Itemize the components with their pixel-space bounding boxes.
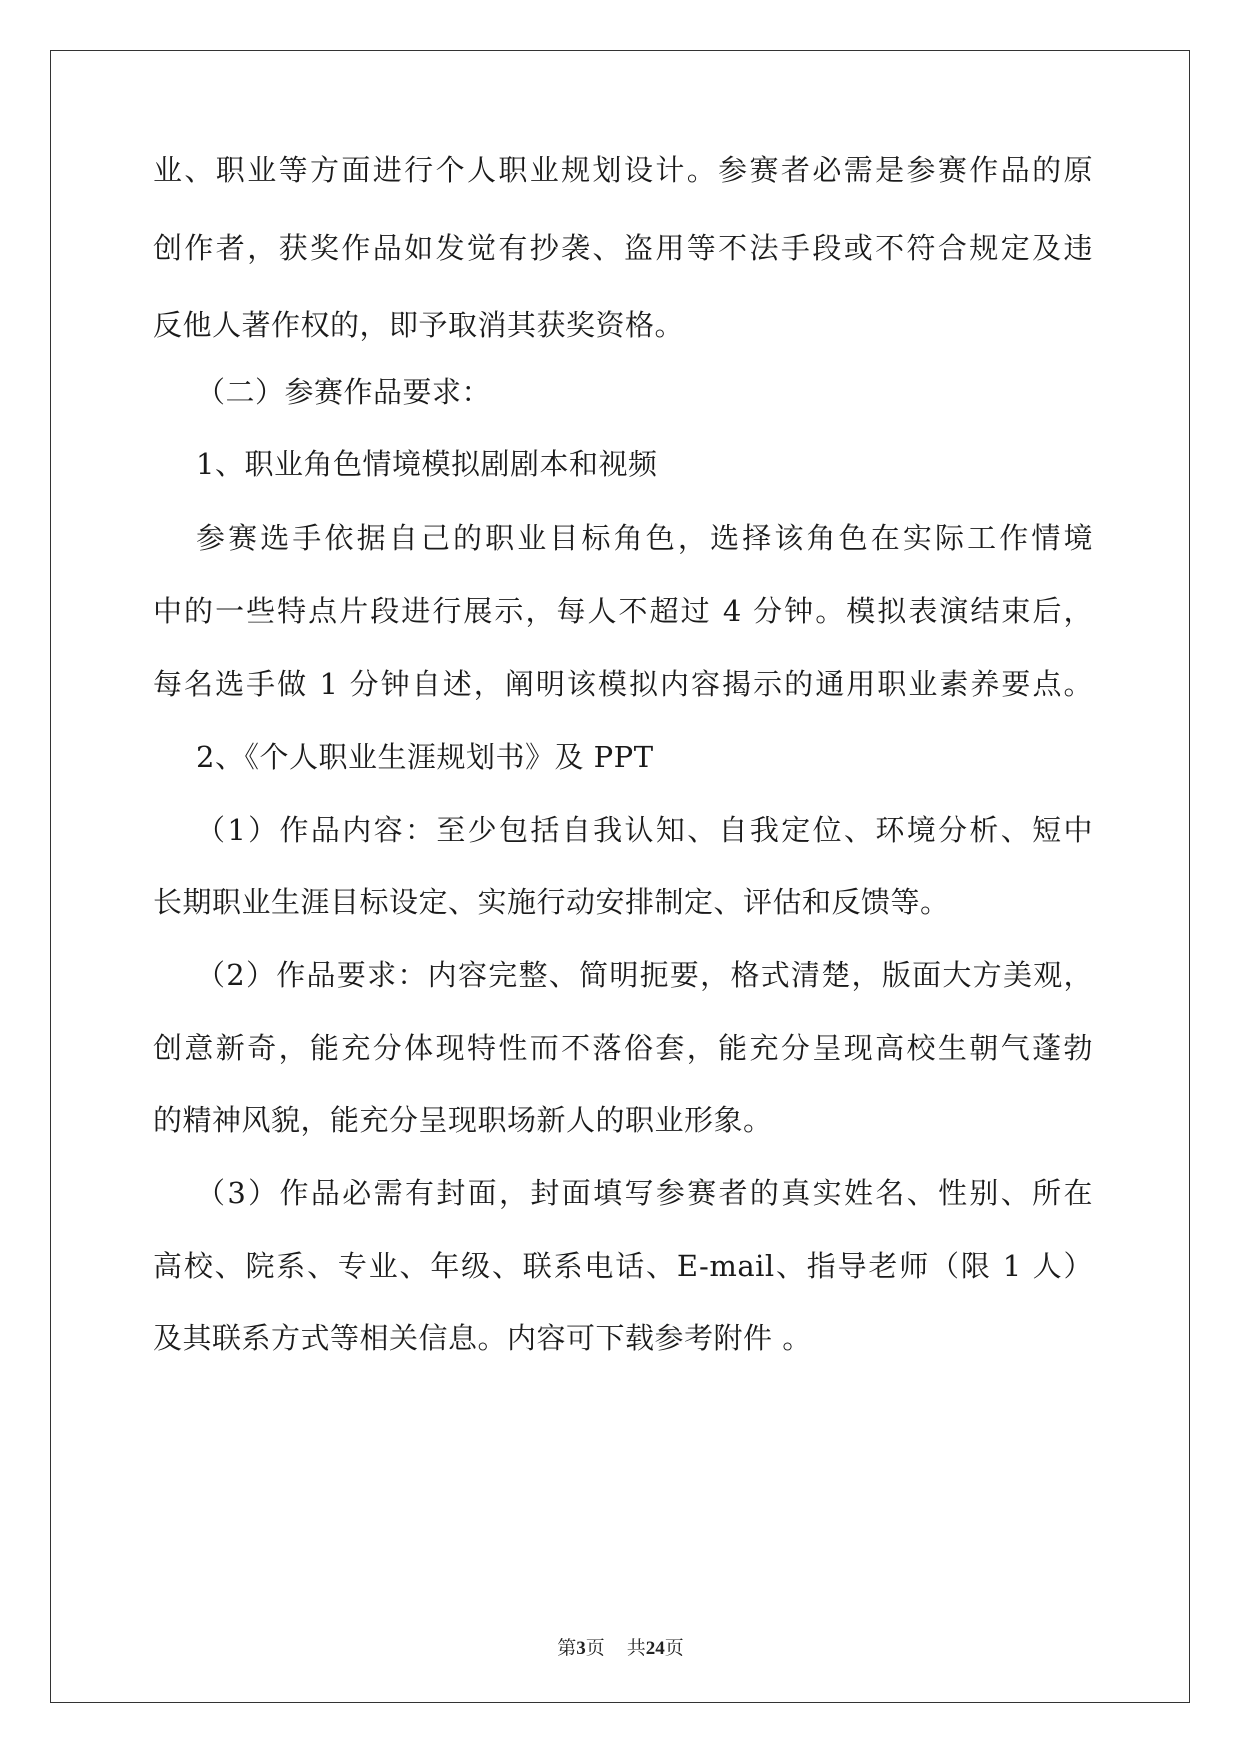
body-text-line: （1）作品内容：至少包括自我认知、自我定位、环境分析、短中 [196,813,1093,847]
body-text-line: 业、职业等方面进行个人职业规划设计。参赛者必需是参赛作品的原 [153,153,1093,187]
page-footer [0,1633,1241,1660]
current-page-number: 3 [576,1638,586,1659]
body-text-line: 高校、院系、专业、年级、联系电话、E-mail、指导老师（限 1 人） [153,1249,1093,1283]
total-prefix: 共 [626,1638,646,1659]
subsection-heading: 2、《个人职业生涯规划书》及 PPT [196,740,654,774]
page-suffix: 页 [585,1638,605,1659]
body-text-line: 创意新奇，能充分体现特性而不落俗套，能充分呈现高校生朝气蓬勃 [153,1031,1093,1065]
section-heading: （二）参赛作品要求： [196,375,492,409]
body-text-line: （2）作品要求：内容完整、简明扼要，格式清楚，版面大方美观， [196,958,1093,992]
body-text-line: 中的一些特点片段进行展示，每人不超过 4 分钟。模拟表演结束后， [153,594,1093,628]
body-text-line: 的精神风貌，能充分呈现职场新人的职业形象。 [153,1103,773,1137]
body-text-line: 及其联系方式等相关信息。内容可下载参考附件 。 [153,1321,812,1355]
page-border [50,50,1190,1703]
subsection-heading: 1、职业角色情境模拟剧剧本和视频 [196,447,658,481]
body-text-line: 反他人著作权的，即予取消其获奖资格。 [153,308,685,342]
body-text-line: （3）作品必需有封面，封面填写参赛者的真实姓名、性别、所在 [196,1176,1093,1210]
page-prefix: 第 [557,1638,577,1659]
total-page-count: 24 [645,1638,665,1659]
body-text-line: 每名选手做 1 分钟自述，阐明该模拟内容揭示的通用职业素养要点。 [153,667,1093,701]
total-suffix: 页 [664,1638,684,1659]
body-text-line: 长期职业生涯目标设定、实施行动安排制定、评估和反馈等。 [153,885,950,919]
body-text-line: 创作者，获奖作品如发觉有抄袭、盗用等不法手段或不符合规定及违 [153,231,1093,265]
body-text-line: 参赛选手依据自己的职业目标角色，选择该角色在实际工作情境 [196,521,1093,555]
